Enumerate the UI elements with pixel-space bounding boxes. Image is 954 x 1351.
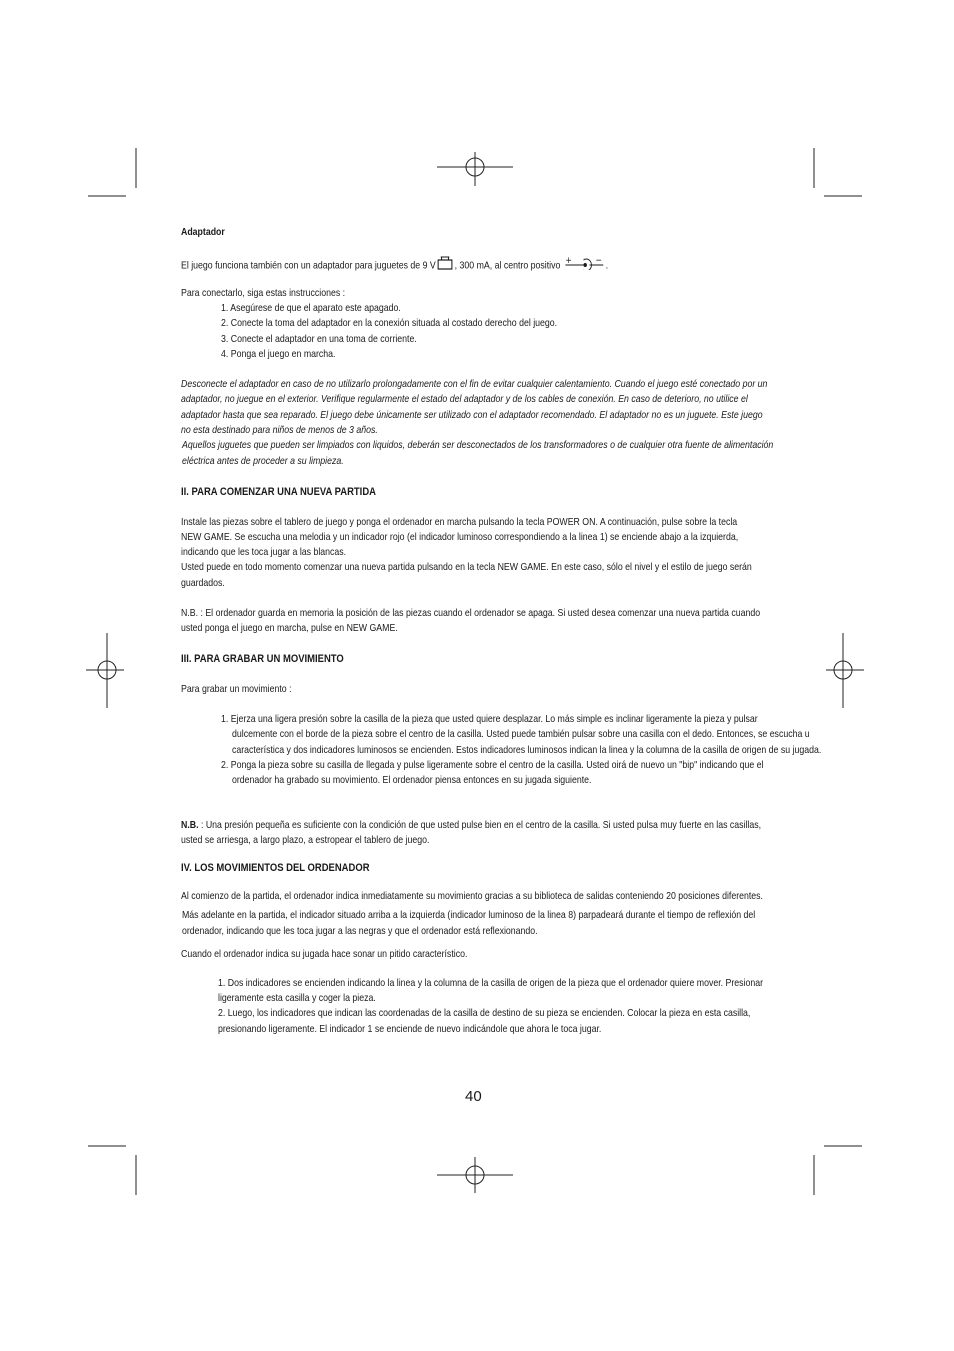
nb-label: N.B. bbox=[181, 820, 199, 831]
list-item-line: 1. Dos indicadores se encienden indicando la linea y la columna de la casilla de origen de la pieza que el ordenador quiere mover. Presionar bbox=[218, 978, 763, 989]
warning-line: Desconecte el adaptador en caso de no utilizarlo prolongadamente con el fin de evitar cualquier calentamiento. Cuando el juego esté conectado por un bbox=[181, 379, 768, 390]
list-item-line: característica y dos indicadores luminosos se encienden. Estos indicadores luminosos indican la linea y la columna de la casilla de origen de su jugada. bbox=[232, 745, 822, 756]
connect-intro: Para conectarlo, siga estas instrucciones : bbox=[181, 288, 346, 299]
nb-line: usted ponga el juego en marcha, pulse en NEW GAME. bbox=[181, 623, 398, 634]
body-line: NEW GAME. Se escucha una melodia y un indicador rojo (el indicador luminoso correspondiendo a la linea 1) se enciende abajo a la izquierda, bbox=[181, 532, 739, 543]
body-line: Más adelante en la partida, el indicador situado arriba a la izquierda (indicador luminoso de la linea 8) parpadeará durante el tiempo de reflexión del bbox=[182, 910, 756, 921]
connect-step: 1. Asegúrese de que el aparato este apagado. bbox=[221, 303, 401, 314]
body-line: Para grabar un movimiento : bbox=[181, 684, 292, 695]
nb-line: N.B. : El ordenador guarda en memoria la posición de las piezas cuando el ordenador se apaga. Si usted desea comenzar una nueva partida cuando bbox=[181, 608, 761, 619]
nb-text: : Una presión pequeña es suficiente con la condición de que usted pulse bien en el centro de la casilla. Si usted pulsa muy fuerte en las casillas, bbox=[198, 820, 762, 831]
connect-step: 2. Conecte la toma del adaptador en la conexión situada al costado derecho del juego. bbox=[221, 318, 558, 329]
body-line: Al comienzo de la partida, el ordenador indica inmediatamente su movimiento gracias a su biblioteca de salidas conteniendo 20 posiciones diferentes. bbox=[181, 891, 764, 902]
connect-step: 3. Conecte el adaptador en una toma de corriente. bbox=[221, 334, 417, 345]
body-line: Cuando el ordenador indica su jugada hace sonar un pitido característico. bbox=[181, 949, 468, 960]
warning-line: Aquellos juguetes que pueden ser limpiados con liquidos, deberán ser desconectados de los transformadores o de cualquier otra fuente de alimentación bbox=[182, 440, 774, 451]
body-line: Usted puede en todo momento comenzar una nueva partida pulsando en la tecla NEW GAME. En este caso, sólo el nivel y el estilo de juego serán bbox=[181, 562, 752, 573]
adaptador-title: Adaptador bbox=[181, 227, 225, 238]
body-line: ordenador, indicando que les toca jugar a las negras y que el ordenador está reflexionando. bbox=[182, 926, 538, 937]
section-heading: II. PARA COMENZAR UNA NUEVA PARTIDA bbox=[181, 486, 376, 498]
connect-step: 4. Ponga el juego en marcha. bbox=[221, 349, 336, 360]
nb-line: usted se arriesga, a largo plazo, a estropear el tablero de juego. bbox=[181, 835, 430, 846]
body-line: indicando que les toca jugar a las blancas. bbox=[181, 547, 347, 558]
list-item-line: ordenador ha grabado su movimiento. El ordenador piensa entonces en su jugada siguiente. bbox=[232, 775, 592, 786]
registration-mark-left bbox=[86, 633, 124, 708]
list-item-line: ligeramente esta casilla y coger la pieza. bbox=[218, 993, 376, 1004]
warning-line: adaptador, no juegue en el exterior. Verifique regularmente el estado del adaptador y de los cables de conexión. En caso de deterioro, no utilice el bbox=[181, 394, 748, 405]
list-item-line: presionando ligeramente. El indicador 1 se enciende de nuevo indicándole que ahora le toca jugar. bbox=[218, 1024, 602, 1035]
page-number: 40 bbox=[465, 1088, 482, 1105]
nb-line bbox=[181, 818, 761, 833]
warning-line: eléctrica antes de proceder a su limpieza. bbox=[182, 456, 344, 467]
body-line: guardados. bbox=[181, 578, 225, 589]
warning-line: no esta destinado para niños de menos de 3 años. bbox=[181, 425, 378, 436]
center-positive-polarity-icon bbox=[565, 256, 605, 275]
registration-mark-right bbox=[826, 633, 864, 708]
list-item-line: 2. Ponga la pieza sobre su casilla de llegada y pulse ligeramente sobre el centro de la casilla. Usted oirá de nuevo un "bip" indicando que el bbox=[221, 760, 764, 771]
list-item-line: 1. Ejerza una ligera presión sobre la casilla de la pieza que usted quiere desplazar. Lo más simple es inclinar ligeramente la pieza y pulsar bbox=[221, 714, 758, 725]
list-item-line: dulcemente con el borde de la pieza sobre el centro de la casilla. Usted puede también pulsar sobre una casilla con el dedo. Entonces, se escucha u bbox=[232, 729, 810, 740]
warning-line: adaptador hasta que sea reparado. El juego debe únicamente ser utilizado con el adaptador recomendado. El adaptador no es un juguete. Este juego bbox=[181, 410, 763, 421]
registration-mark-bottom bbox=[437, 1157, 513, 1193]
body-line: Instale las piezas sobre el tablero de juego y ponga el ordenador en marcha pulsando la tecla POWER ON. A continuación, pulse sobre la tecla bbox=[181, 517, 738, 528]
power-spec-text-a: El juego funciona también con un adaptador para juguetes de 9 V bbox=[181, 260, 436, 272]
power-spec-line bbox=[181, 256, 608, 275]
section-heading: III. PARA GRABAR UN MOVIMIENTO bbox=[181, 653, 344, 665]
polarity-plus: + bbox=[565, 256, 572, 266]
power-spec-text-c: . bbox=[605, 260, 609, 272]
section-heading: IV. LOS MOVIMIENTOS DEL ORDENADOR bbox=[181, 862, 370, 874]
dc-supply-icon bbox=[437, 256, 452, 275]
polarity-minus: − bbox=[595, 256, 602, 266]
power-spec-text-b: , 300 mA, al centro positivo bbox=[454, 260, 561, 272]
list-item-line: 2. Luego, los indicadores que indican las coordenadas de la casilla de destino de su pieza se encienden. Colocar la pieza en esta casilla, bbox=[218, 1008, 751, 1019]
registration-mark-top bbox=[437, 152, 513, 186]
